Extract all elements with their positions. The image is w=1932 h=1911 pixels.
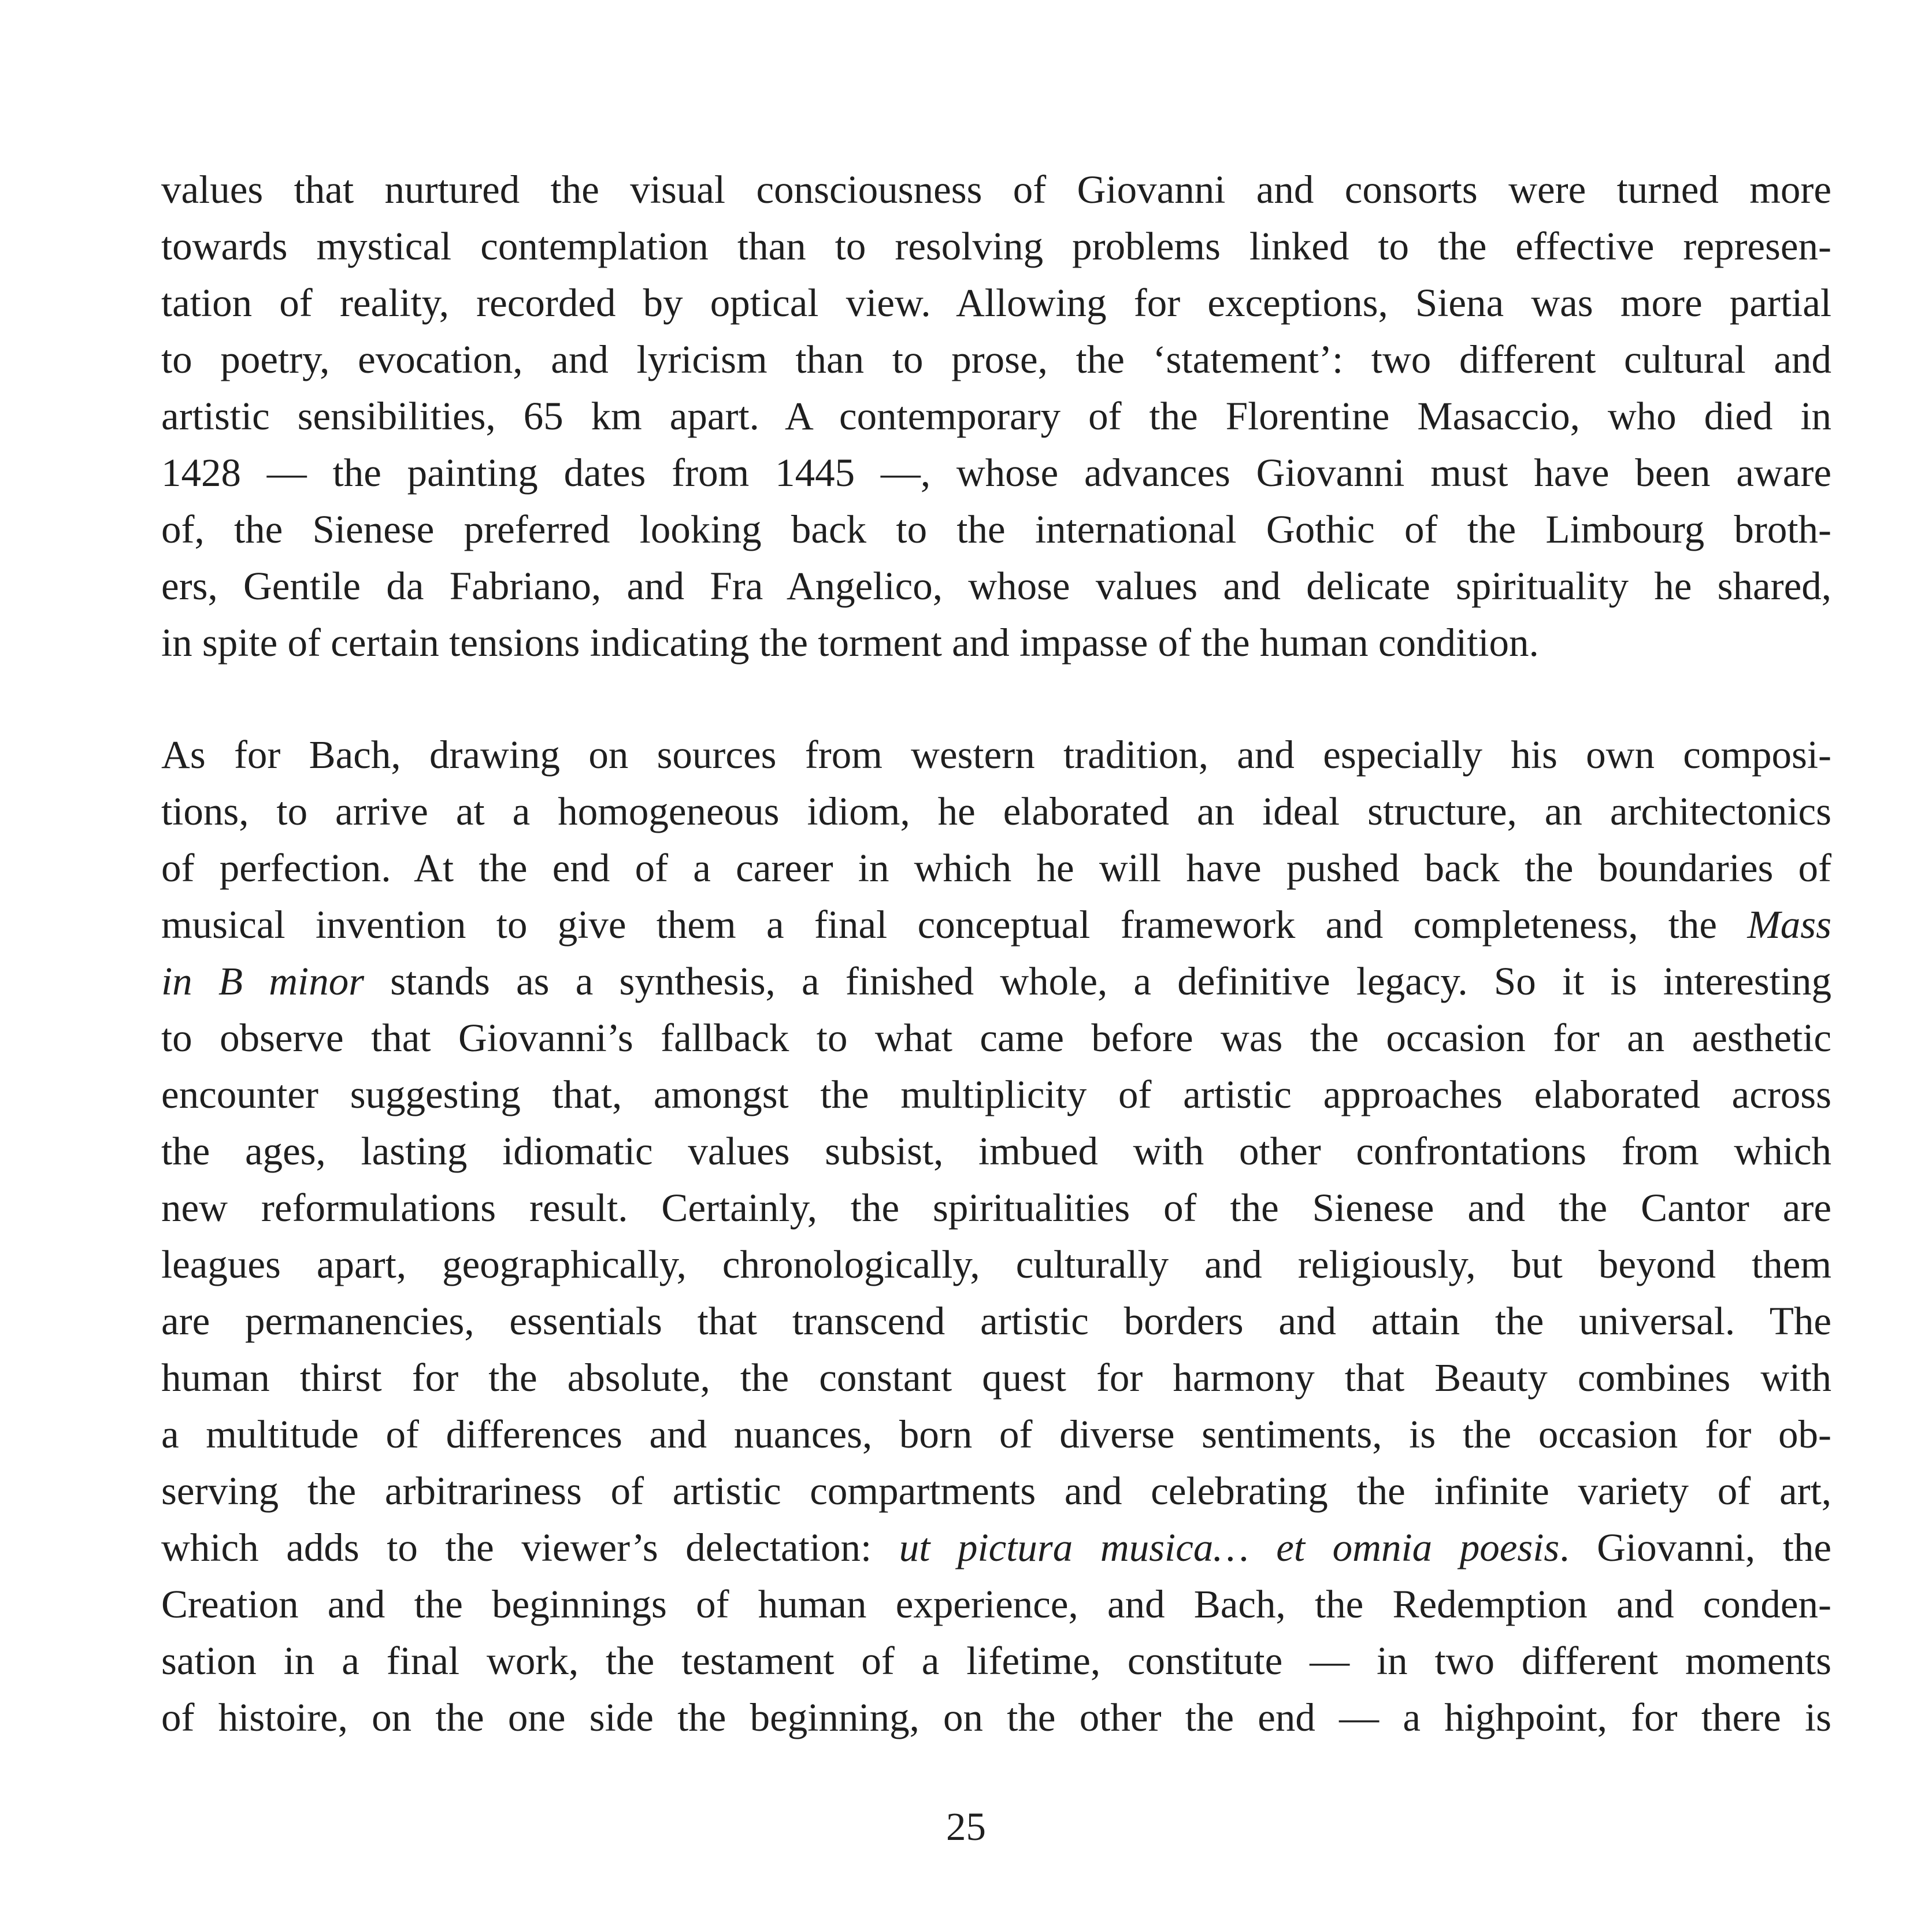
- text-line: a multitude of differences and nuances, born of diverse sentiments, is the occasion for ob-: [161, 1412, 1831, 1456]
- text-line: in spite of certain tensions indicating the torment and impasse of the human condition.: [161, 621, 1539, 665]
- text-line: As for Bach, drawing on sources from western tradition, and especially his own composi-: [161, 733, 1831, 777]
- text-line: towards mystical contemplation than to resolving problems linked to the effective represen-: [161, 224, 1831, 268]
- text-line: ers, Gentile da Fabriano, and Fra Angelico, whose values and delicate spirituality he shared,: [161, 564, 1831, 608]
- text-line: new reformulations result. Certainly, the spiritualities of the Sienese and the Cantor are: [161, 1186, 1831, 1230]
- text-line: [161, 1519, 1831, 1576]
- italic-quote: ut pictura musica… et omnia poesis: [899, 1526, 1560, 1569]
- text-line: Creation and the beginnings of human experience, and Bach, the Redemption and conden-: [161, 1582, 1831, 1626]
- text-line: tions, to arrive at a homogeneous idiom, he elaborated an ideal structure, an architectonics: [161, 789, 1831, 833]
- text-line: the ages, lasting idiomatic values subsist, imbued with other confrontations from which: [161, 1129, 1831, 1173]
- text-line: of perfection. At the end of a career in which he will have pushed back the boundaries of: [161, 846, 1831, 890]
- text-line: leagues apart, geographically, chronologically, culturally and religiously, but beyond them: [161, 1242, 1831, 1286]
- text-line: [161, 953, 1831, 1010]
- text-line: 1428 — the painting dates from 1445 —, whose advances Giovanni must have been aware: [161, 451, 1831, 495]
- text-line: values that nurtured the visual consciousness of Giovanni and consorts were turned more: [161, 168, 1831, 211]
- page-number: 25: [946, 1805, 986, 1849]
- text-line: tation of reality, recorded by optical view. Allowing for exceptions, Siena was more partial: [161, 281, 1831, 325]
- text-line: are permanencies, essentials that transcend artistic borders and attain the universal. The: [161, 1299, 1831, 1343]
- text-line: human thirst for the absolute, the constant quest for harmony that Beauty combines with: [161, 1356, 1831, 1400]
- italic-title: in B minor: [161, 959, 365, 1003]
- italic-title: Mass: [1747, 903, 1831, 947]
- text-line: sation in a final work, the testament of a lifetime, constitute — in two different moments: [161, 1639, 1831, 1683]
- text-line: of histoire, on the one side the beginning, on the other the end — a highpoint, for there is: [161, 1695, 1831, 1739]
- text-line: of, the Sienese preferred looking back to the international Gothic of the Limbourg broth-: [161, 507, 1831, 551]
- text-line: artistic sensibilities, 65 km apart. A contemporary of the Florentine Masaccio, who died in: [161, 394, 1831, 438]
- text-line: serving the arbitrariness of artistic compartments and celebrating the infinite variety of art,: [161, 1469, 1831, 1513]
- text-line: [161, 896, 1831, 953]
- text-line: to observe that Giovanni’s fallback to what came before was the occasion for an aesthetic: [161, 1016, 1831, 1060]
- text-line: encounter suggesting that, amongst the multiplicity of artistic approaches elaborated across: [161, 1073, 1831, 1116]
- text-span: . Giovanni, the: [1559, 1526, 1831, 1569]
- text-span: musical invention to give them a final conceptual framework and completeness, the: [161, 903, 1748, 947]
- text-span: stands as a synthesis, a finished whole, a definitive legacy. So it is interesting: [364, 959, 1832, 1003]
- text-line: to poetry, evocation, and lyricism than to prose, the ‘statement’: two different cultural and: [161, 337, 1831, 381]
- text-span: which adds to the viewer’s delectation:: [161, 1526, 899, 1569]
